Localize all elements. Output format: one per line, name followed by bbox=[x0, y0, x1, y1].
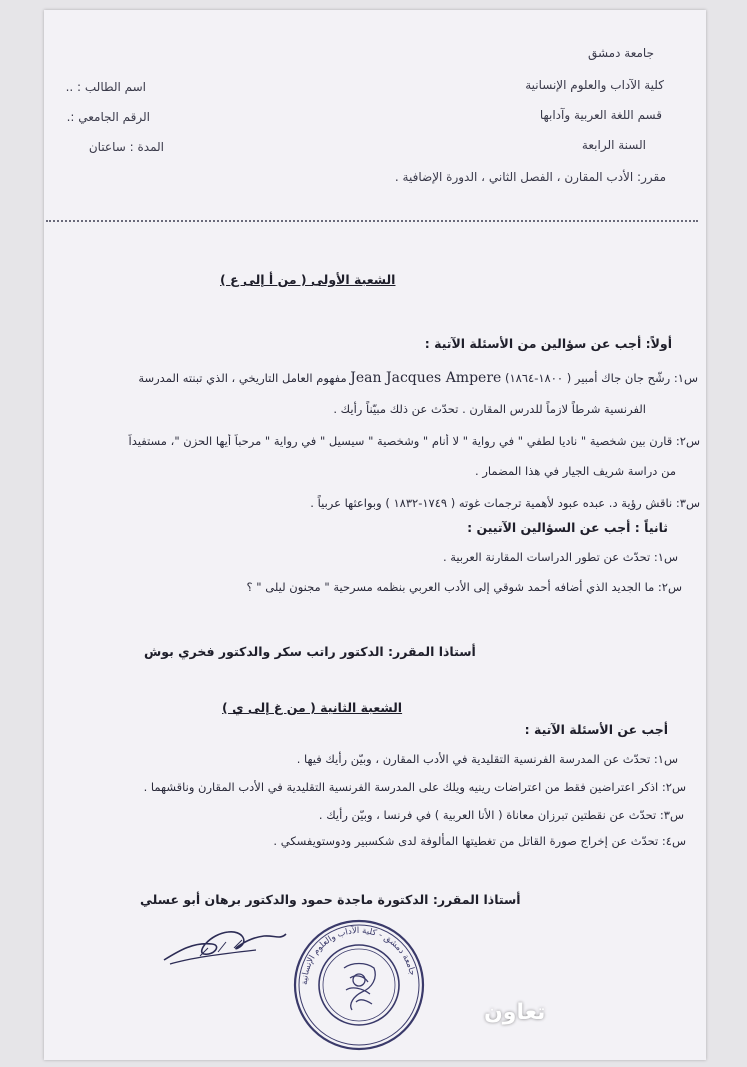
section2-question-1: س١: تحدّث عن المدرسة الفرنسية التقليدية في الأدب المقارن ، وبيّن رأيك فيها . bbox=[296, 752, 678, 766]
duration-field: المدة : ساعتان bbox=[88, 140, 164, 154]
department-name: قسم اللغة العربية وآدابها bbox=[539, 108, 662, 122]
section1-professors: أستاذا المقرر: الدكتور راتب سكر والدكتور فخري بوش bbox=[144, 644, 476, 659]
divider bbox=[46, 220, 698, 222]
section1-part1-heading: أولاً: أجب عن سؤالين من الأسئلة الآتية : bbox=[424, 336, 672, 351]
question-3: س٣: ناقش رؤية د. عبده عبود لأهمية ترجمات غوته ( ١٧٤٩-١٨٣٢ ) وبواعثها عربياً . bbox=[310, 496, 700, 510]
section2-question-4: س٤: تحدّث عن إخراج صورة القاتل من تغطيتها المألوفة لدى شكسبير ودوستويفسكي . bbox=[273, 834, 686, 848]
university-name: جامعة دمشق bbox=[587, 46, 654, 60]
official-stamp bbox=[292, 918, 426, 1052]
course-info: مقرر: الأدب المقارن ، الفصل الثاني ، الدورة الإضافية . bbox=[394, 170, 666, 184]
part2-question-2: س٢: ما الجديد الذي أضافه أحمد شوقي إلى الأدب العربي بنظمه مسرحية " مجنون ليلى " ؟ bbox=[246, 580, 682, 594]
section2-heading: أجب عن الأسئلة الآتية : bbox=[524, 722, 668, 737]
stamp-text: جامعة دمشق - كلية الآداب والعلوم الإنسانية bbox=[299, 925, 418, 986]
question-2-line-2: من دراسة شريف الجيار في هذا المضمار . bbox=[475, 464, 676, 478]
exam-paper bbox=[44, 10, 706, 1060]
section2-question-3: س٣: تحدّث عن نقطتين تبرزان معاناة ( الأنا العربية ) في فرنسا ، وبيّن رأيك . bbox=[318, 808, 684, 822]
section1-part2-heading: ثانياً : أجب عن السؤالين الآتيين : bbox=[467, 520, 668, 535]
section2-professors: أستاذا المقرر: الدكتورة ماجدة حمود والدكتور برهان أبو عسلي bbox=[140, 892, 521, 907]
ampere-name: Jean Jacques Ampere bbox=[350, 370, 502, 386]
question-2-line-1: س٢: قارن بين شخصية " ناديا لطفي " في رواية " لا أنام " وشخصية " سيسيل " في رواية " مرحباً أيها الحزن "، مستفيداً bbox=[128, 434, 700, 448]
section2-question-2: س٢: اذكر اعتراضين فقط من اعتراضات رينيه ويلك على المدرسة الفرنسية التقليدية في الأدب المقارن وناقشهما . bbox=[143, 780, 686, 794]
handwritten-signature bbox=[160, 920, 290, 968]
faculty-name: كلية الآداب والعلوم الإنسانية bbox=[525, 78, 664, 92]
section1-title: الشعبة الأولى ( من أ إلى ع ) bbox=[220, 272, 396, 287]
question-1-line-2: الفرنسية شرطاً لازماً للدرس المقارن . تحدّث عن ذلك مبيّناً رأيك . bbox=[333, 402, 646, 416]
student-id-field: الرقم الجامعي :. bbox=[66, 110, 150, 124]
question-1-line-1: س١: رشّح جان جاك أمبير ( ١٨٠٠-١٨٦٤) Jean Jacques Ampere مفهوم العامل التاريخي ، الذي تبنته المدرسة bbox=[138, 370, 698, 386]
part2-question-1: س١: تحدّث عن تطور الدراسات المقارنة العربية . bbox=[442, 550, 678, 564]
academic-year: السنة الرابعة bbox=[581, 138, 646, 152]
student-name-field: اسم الطالب : .. bbox=[65, 80, 146, 94]
section2-title: الشعبة الثانية ( من غ إلى ي ) bbox=[222, 700, 403, 715]
watermark-text: تعاون bbox=[484, 1000, 546, 1025]
